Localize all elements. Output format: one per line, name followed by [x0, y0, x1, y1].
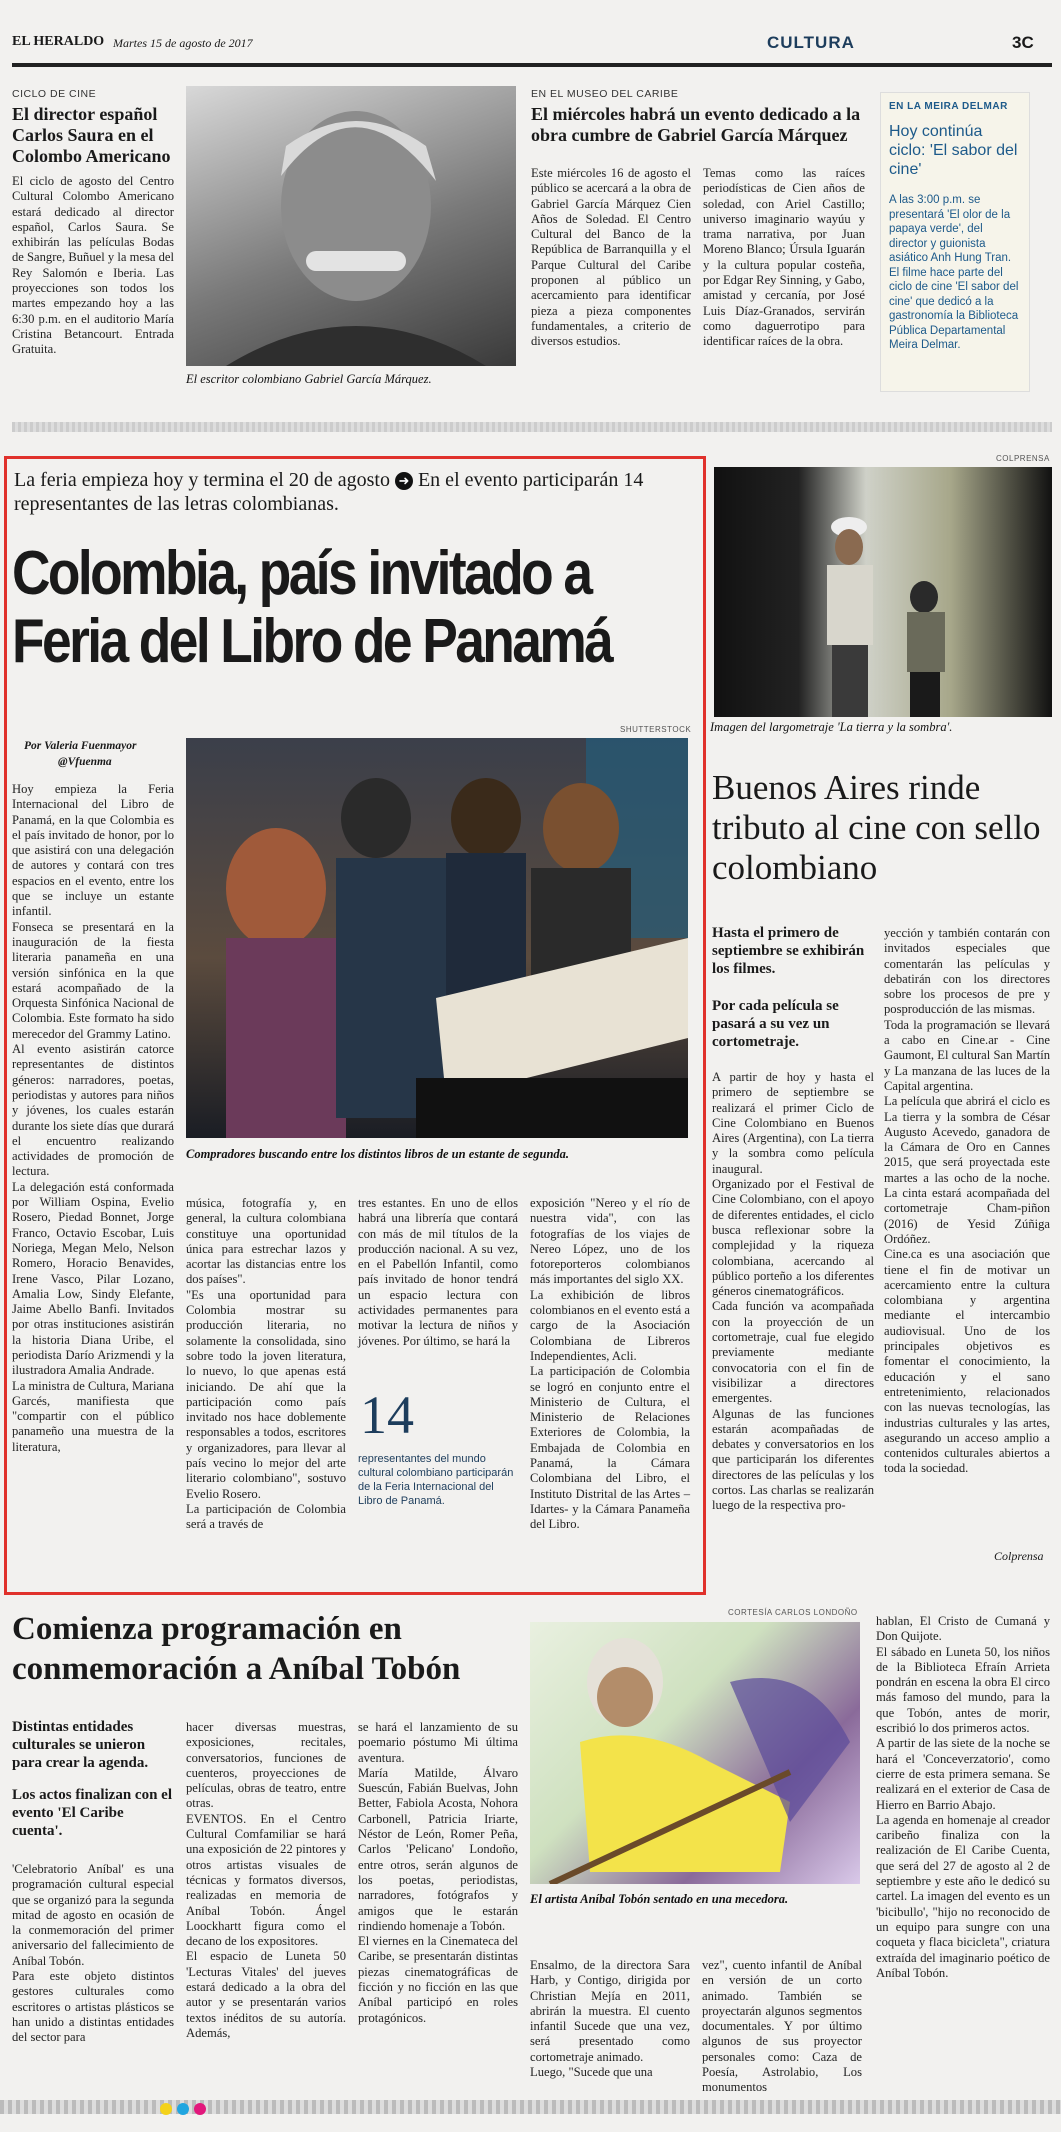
feria-deck-b: En el evento participarán 14 representantes de las letras colombianas.	[14, 469, 644, 515]
tobon-col3: se hará el lanzamiento de su poemario póstumo Mi última aventura. María Matilde, Álvaro Suescún, Fabián Buelvas, John Better, Fabiola Acosta, Nohora Carbonell, Patricia Iriarte, Néstor de León, Romer Peña, Carlos 'Pelicano' Londoño, entre otros, serán algunos de los poetas, periodistas, narradores, fotógrafos y amigos que le estarán rindiendo homenaje a Tobón. El viernes en la Cinemateca del Caribe, se presentarán distintas piezas cinematográficas de ficción y no ficción en las que Aníbal participó en roles protagónicos.	[358, 1720, 518, 2025]
feria-deck-a: La feria empieza hoy y termina el 20 de agosto	[14, 469, 390, 491]
arrow-right-icon: ➜	[395, 472, 413, 490]
yellow-dot-icon	[160, 2103, 172, 2115]
feria-handle: @Vfuenma	[58, 756, 112, 768]
section-separator	[12, 422, 1052, 432]
tobon-lead2: Los actos finalizan con el evento 'El Caribe cuenta'.	[12, 1787, 172, 1839]
feria-stat-text: representantes del mundo cultural colombiano participarán de la Feria Internacional del Libro de Panamá.	[358, 1453, 514, 1507]
feria-caption: Compradores buscando entre los distintos libros de un estante de segunda.	[186, 1147, 570, 1161]
meira-body: A las 3:00 p.m. se presentará 'El olor de la papaya verde', del director y guionista asiático Anh Hung Tran. El filme hace parte del ciclo de cine 'El sabor del cine' que dedicó a la gastronomía la Biblioteca Pública Departamental Meira Delmar.	[889, 194, 1019, 351]
gabo-photo	[186, 86, 516, 366]
cine-photo-credit: COLPRENSA	[996, 454, 1050, 463]
tobon-col1: 'Celebratorio Aníbal' es una programación cultural especial que se organizó para la segunda mitad de agosto en ocasión de la conmemoración del primer aniversario del fallecimiento de Aníbal Tobón. Para este objeto distintos gestores culturales como escritores o artistas plásticos se han unido a distintas entidades del sector para	[12, 1862, 174, 2045]
saura-body: El ciclo de agosto del Centro Cultural Colombo Americano estará dedicado al director español, Carlos Saura. Se exhibirán las películas Bodas de Sangre, Buñuel y la mesa del Rey Salomón e Iberia. Las proyecciones son todos los martes empezando hoy a las 6:30 p.m. en el auditorio María Cristina Betancourt. Entrada Gratuita.	[12, 174, 174, 357]
section-name: CULTURA	[767, 33, 855, 52]
meira-box	[880, 92, 1030, 392]
cine-col1: A partir de hoy y hasta el primero de septiembre se realizará el primer Ciclo de Cine Colombiano en Buenos Aires (Argentina), con La tierra y la sombra como película inaugural. Organizado por el Festival de Cine Colombiano, con el apoyo de diferentes entidades, el ciclo busca reflexionar sobre la complejidad y la riqueza colombiana, acercando al público porteño a los diferentes géneros cinematográficos. Cada función va acompañada con la proyección de un cortometraje, cual fue elegido previamente mediante convocatoria con el fin de visibilizar a directores emergentes. Algunas de las funciones estarán acompañadas de debates y conversatorios en los que participarán los diferentes directores de las películas y los cortos. Las charlas se realizarán luego de la respectiva pro-	[712, 1070, 874, 1513]
artist-illustration	[530, 1622, 860, 1884]
magenta-dot-icon	[194, 2103, 206, 2115]
cine-lead2: Por cada película se pasará a su vez un cortometraje.	[712, 998, 839, 1050]
feria-photo-credit: SHUTTERSTOCK	[620, 725, 692, 734]
feria-col1: Hoy empieza la Feria Internacional del Libro de Panamá, en la que Colombia es el país invitado de honor, por lo que asistirá con una delegación de autores y contará con tres espacios en el evento, entre los que se incluye un estante infantil. Fonseca se presentará en la inauguración de la fiesta literaria panameña en una versión sinfónica en la que estará acompañado de la Orquesta Sinfónica Nacional de Colombia. Este formato ha sido merecedor del Grammy Latino. Al evento asistirán catorce representantes de distintos géneros: narradores, poetas, periodistas y autores para niños y jóvenes, los cuales estarán durante los siete días que durará el encuentro realizando actividades de promoción de lectura. La delegación está conformada por William Ospina, Evelio Rosero, Piedad Bonnet, Jorge Franco, Octavio Escobar, Luis Noriega, Megan Melo, Nelson Romero, Horacio Benavides, Irene Vasco, Pilar Lozano, Amalia Low, Sindy Elefante, Jaime Abello Banfi. Invitados por otras instituciones asistirán la historia Diana Uribe, el periodista Darío Arizmendi y la ilustradora Amalia Andrade. La ministra de Cultura, Mariana Garcés, manifiesta que "compartir con el público panameño una muestra de la literatura,	[12, 782, 174, 1454]
museo-kicker: EN EL MUSEO DEL CARIBE	[531, 88, 679, 100]
cine-lead1: Hasta el primero de septiembre se exhibirán los filmes.	[712, 925, 865, 977]
registration-marks	[160, 2100, 280, 2114]
meira-title: Hoy continúa ciclo: 'El sabor del cine'	[889, 123, 1018, 178]
meira-kicker: EN LA MEIRA DELMAR	[889, 101, 1008, 112]
date: Martes 15 de agosto de 2017	[113, 36, 253, 50]
cine-col2: yección y también contarán con invitados especiales que comentarán las películas y debatirán con los directores sobre los procesos de pre y posproducción de las mismas. Toda la programación se llevará a cabo en Cine.ar - Cine Gaumont, El cultural San Martín y La manzana de las luces de la Capital argentina. La película que abrirá el ciclo es La tierra y la sombra de César Augusto Acevedo, ganadora de la Cámara de Oro en Cannes 2015, que será proyectada este martes a las ocho de la noche. La cinta estará acompañada del cortometraje Cham-piñon (2016) de Yesid Zúñiga Ordóñez. Cine.ca es una asociación que tiene el fin de motivar un acercamiento entre la cultura colombiana y argentina mediante el intercambio audiovisual. Uno de los principales objetivos es fomentar el conocimiento, la educación y el sano entretenimiento, relacionados con las nuevas tecnologías, las industrias culturales y las artes, asegurando un acceso amplio a contenidos culturales abiertos a toda la sociedad.	[884, 926, 1050, 1476]
feria-col3: tres estantes. En uno de ellos habrá una librería que contará con más de mil títulos de la producción nacional. A su vez, en el Pabellón Infantil, como país invitado de honor tendrá un espacio lectura con actividades permanentes para motivar la lectura de niños y jóvenes. Por último, se hará la	[358, 1196, 518, 1348]
film-still-illustration	[714, 467, 1052, 717]
tobon-col2: hacer diversas muestras, exposiciones, recitales, conversatorios, funciones de cuenteros, proyecciones de películas, obras de teatro, entre otras. EVENTOS. En el Centro Cultural Comfamiliar se hará una exposición de 22 pintores y otros artistas visuales de técnicas y formatos diversos, realizadas en memoria de Aníbal Tobón. Ángel Loockhartt figura como el decano de los expositores. El espacio de Luneta 50 'Lecturas Vitales' del jueves estará dedicado a la obra del autor y se presentarán varios textos inéditos de su autoría. Además,	[186, 1720, 346, 2040]
tobon-col5: vez", cuento infantil de Aníbal en versión de un corto animado. También se proyectarán algunos segmentos documentales. Y por último algunos de sus proyector personales como: Caza de Poesía, Astrolabio, Los monumentos	[702, 1958, 862, 2095]
tobon-lead1: Distintas entidades culturales se unieron para crear la agenda.	[12, 1719, 149, 1771]
saura-title: El director español Carlos Saura en el Colombo Americano	[12, 104, 171, 166]
cyan-dot-icon	[177, 2103, 189, 2115]
feria-headline: Colombia, país invitado a Feria del Libro de Panamá	[12, 539, 612, 676]
feria-byline: Por Valeria Fuenmayor	[24, 740, 137, 752]
cine-caption: Imagen del largometraje 'La tierra y la sombra'.	[710, 720, 953, 734]
gabo-caption: El escritor colombiano Gabriel García Márquez.	[186, 372, 432, 386]
bookstore-illustration	[186, 738, 688, 1138]
header-rule	[12, 63, 1052, 67]
tobon-col4: Ensalmo, de la directora Sara Harb, y Contigo, dirigida por Christian Mejía en 2011, abrirán la muestra. El cuento infantil Sucede que una vez, será presentado como cortometraje animado. Luego, "Sucede que una	[530, 1958, 690, 2080]
museo-title: El miércoles habrá un evento dedicado a la obra cumbre de Gabriel García Márquez	[531, 104, 861, 145]
portrait-illustration	[186, 86, 516, 366]
tobon-photo-credit: CORTESÍA CARLOS LONDOÑO	[728, 1608, 858, 1617]
cine-headline: Buenos Aires rinde tributo al cine con sello colombiano	[712, 768, 1041, 887]
tobon-photo	[530, 1622, 860, 1884]
feria-col2: música, fotografía y, en general, la cultura colombiana constituye una oportunidad única para estrechar lazos y acortar las distancias entre los dos países". "Es una oportunidad para Colombia mostrar su producción literaria, no solamente la consolidada, sino sobre todo la joven literatura, lo nuevo, lo que apenas está iniciando. De ahí que la participación como país invitado nos hace doblemente responsables a todos, escritores y organizadores, para llevar al país vecino lo mejor del arte literario colombiano", sostuvo Evelio Rosero. La participación de Colombia será a través de	[186, 1196, 346, 1532]
tobon-col6: hablan, El Cristo de Cumaná y Don Quijote. El sábado en Luneta 50, los niños de la Biblioteca Efraín Arrieta pondrán en escena la obra El circo más famoso del mundo, para la que Tobón, antes de morir, escribió lo dos primeros actos. A partir de las siete de la noche se hará el 'Conceverzatorio', como cierre de esta primera semana. Se realizará en el exterior de Casa de Hierro en Barrio Abajo. La agenda en homenaje al creador caribeño finaliza con la realización de El Caribe Cuenta, que será del 27 de agosto al 2 de septiembre y este año le dedicó su cartel. La imagen del evento es un 'bicibullo', "hijo no reconocido de un equipo para sungre con una coqueta y flaca bicicleta", criatura extraída del imaginario poético de Aníbal Tobón.	[876, 1614, 1050, 1980]
cine-photo	[714, 467, 1052, 717]
tobon-caption: El artista Aníbal Tobón sentado en una mecedora.	[530, 1892, 789, 1906]
museo-col1: Este miércoles 16 de agosto el público se acercará a la obra de Gabriel García Márquez Cien Años de Soledad. El Centro Cultural del Banco de la República de Barranquilla y el Parque Cultural del Caribe proponen al público un acercamiento para identificar pieza a pieza componentes fundamentales, a criterio de diversos estudios.	[531, 166, 691, 349]
cine-signoff: Colprensa	[994, 1549, 1044, 1563]
saura-kicker: CICLO DE CINE	[12, 88, 97, 100]
feria-col4: exposición "Nereo y el río de nuestra vida", con las fotografías de los viajes de Nereo López, uno de los fotoreporteros colombianos más importantes del siglo XX. La exhibición de libros colombianos en el evento está a cargo de la Asociación Colombiana de Libreros Independientes, Acli. La participación de Colombia se logró en conjunto entre el Ministerio de Cultura, el Ministerio de Relaciones Exteriores de Colombia, la Embajada de Colombia en Panamá, la Cámara Colombiana del Libro, el Instituto Distrital de las Artes –Idartes- y la Cámara Panameña del Libro.	[530, 1196, 690, 1532]
feria-deck	[14, 468, 674, 516]
feria-photo	[186, 738, 688, 1138]
page-number: 3C	[1012, 33, 1034, 52]
masthead: EL HERALDO	[12, 34, 105, 49]
feria-stat-number: 14	[360, 1385, 414, 1445]
museo-col2: Temas como las raíces periodísticas de Cien años de soledad, con Ariel Castillo; universo imaginario wayúu y trama narrativa, por Juan Moreno Blanco; Úrsula Iguarán y la cultura popular costeña, por Edgar Rey Sinning, y Gabo, amistad y cercanía, por José Luis Díaz-Granados, servirán como daguerrotipo para identificar raíces de la obra.	[703, 166, 865, 349]
tobon-headline: Comienza programación en conmemoración a Aníbal Tobón	[12, 1611, 461, 1687]
